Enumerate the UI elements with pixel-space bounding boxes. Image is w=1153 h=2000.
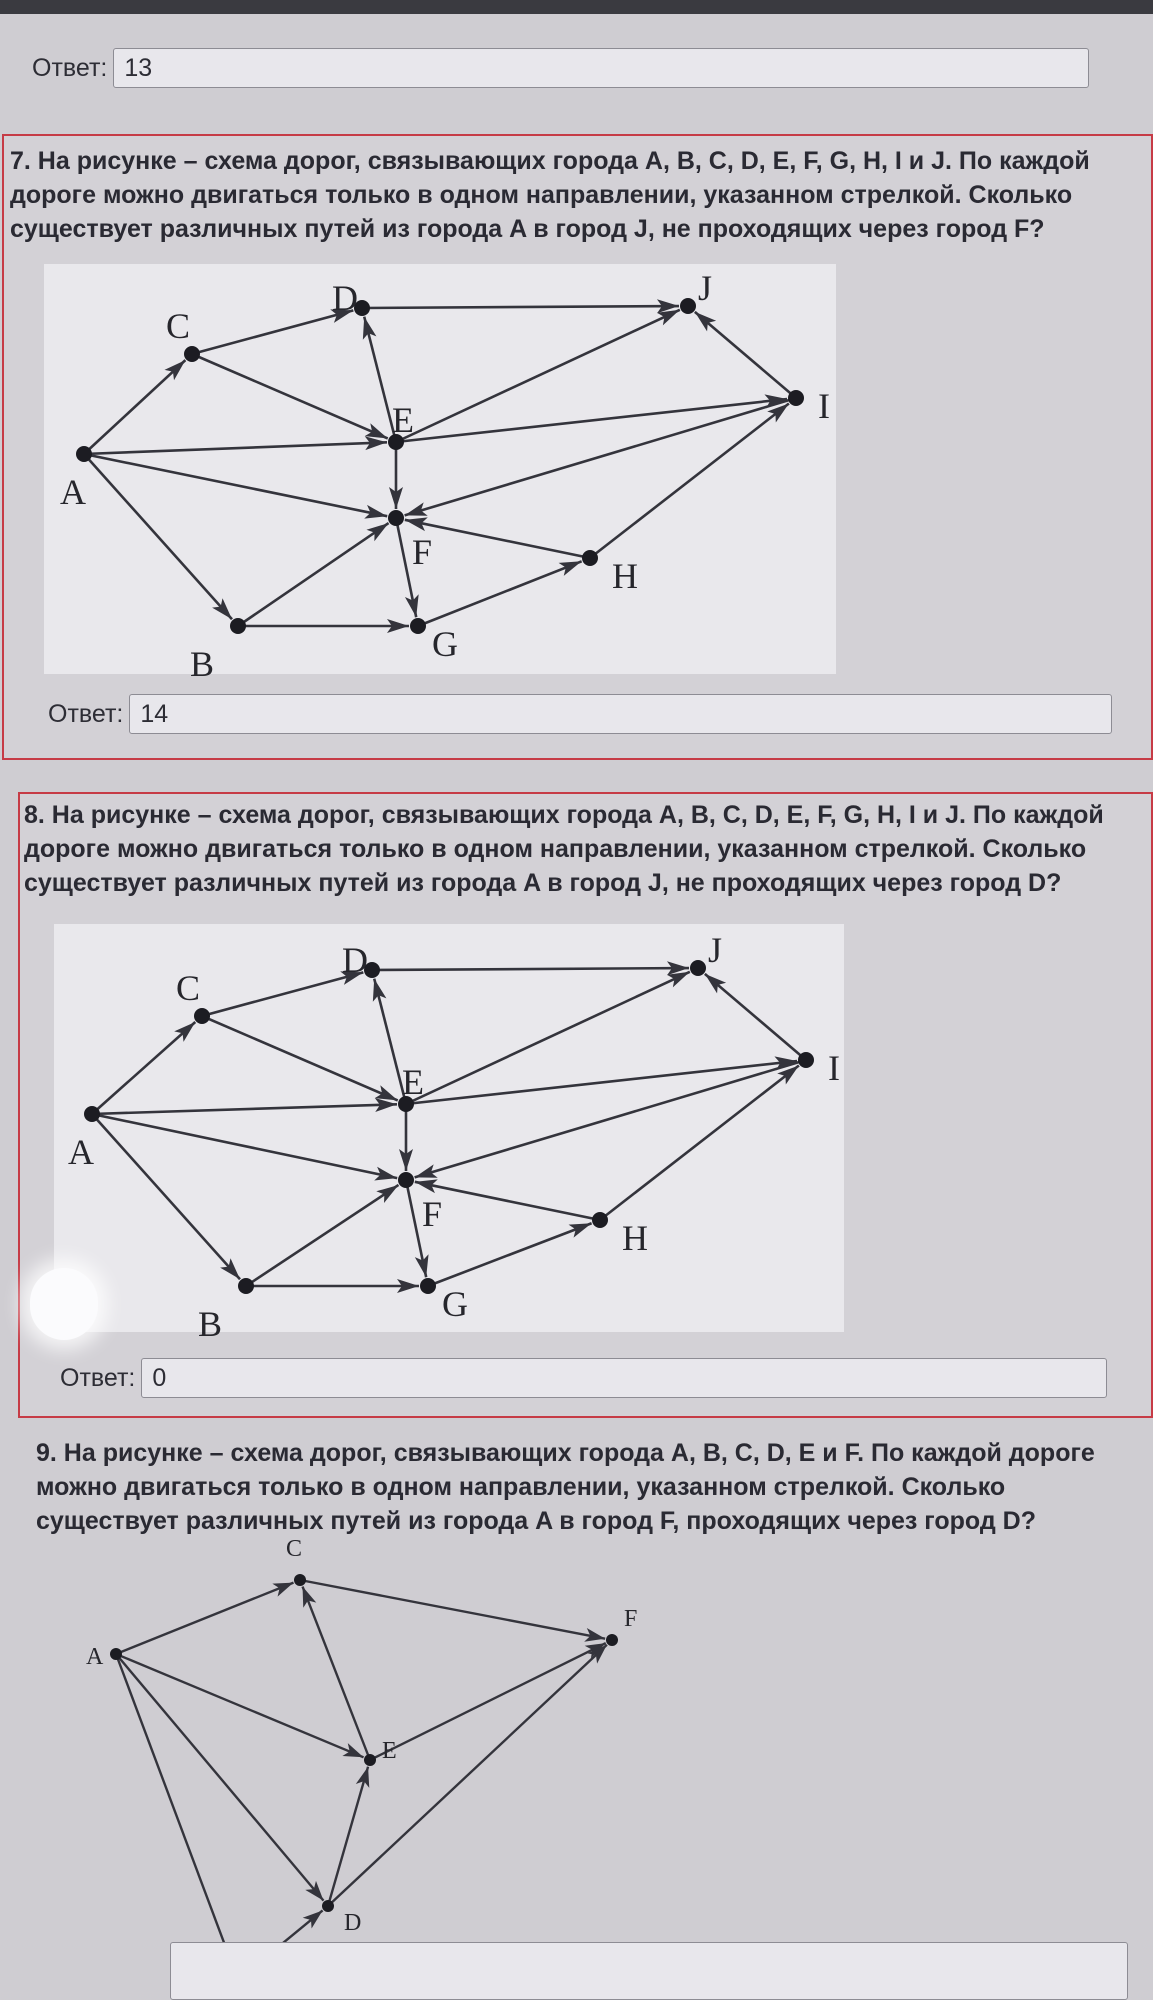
road-C-F <box>300 1580 605 1639</box>
city-I-node <box>798 1052 814 1068</box>
answer-label: Ответ: <box>32 53 108 82</box>
city-J-node <box>680 298 696 314</box>
city-A-label: A <box>68 1132 94 1172</box>
city-B-node <box>238 1278 254 1294</box>
road-D-J <box>372 968 689 970</box>
city-J-label: J <box>698 268 713 308</box>
city-D-label: D <box>342 940 368 980</box>
road-graph-figure <box>68 1536 668 1990</box>
task-9-card <box>28 1434 1148 2000</box>
road-H-I <box>590 404 789 558</box>
city-I-node <box>788 390 804 406</box>
road-A-E <box>84 442 387 454</box>
answer-label: Ответ: <box>48 699 124 728</box>
answer-input[interactable]: 13 <box>113 48 1089 88</box>
city-E-node <box>364 1754 376 1766</box>
city-J-label: J <box>708 930 723 970</box>
road-A-B <box>92 1114 240 1279</box>
road-D-E <box>328 1767 368 1906</box>
city-C-label: C <box>286 1536 303 1562</box>
road-B-F <box>238 523 389 626</box>
city-D-label: D <box>332 278 358 318</box>
road-I-F <box>405 398 796 515</box>
city-F-node <box>606 1634 618 1646</box>
city-D-label: D <box>344 1910 362 1936</box>
city-H-node <box>582 550 598 566</box>
city-F-label: F <box>412 532 433 572</box>
city-A-label: A <box>86 1644 104 1670</box>
road-C-D <box>202 972 363 1016</box>
road-graph <box>68 1536 668 1990</box>
city-B-node <box>230 618 246 634</box>
road-H-I <box>600 1066 799 1220</box>
city-F-label: F <box>422 1194 443 1234</box>
road-G-H <box>418 561 582 626</box>
answer-label: Ответ: <box>60 1363 136 1392</box>
answer-row <box>48 694 1112 734</box>
road-C-E <box>192 354 388 438</box>
city-A-node <box>84 1106 100 1122</box>
city-C-label: C <box>176 968 201 1008</box>
city-H-label: H <box>612 556 638 596</box>
road-E-J <box>396 310 680 442</box>
road-B-F <box>246 1185 398 1286</box>
city-A-node <box>110 1648 122 1660</box>
city-F-node <box>388 510 404 526</box>
road-E-J <box>406 972 690 1104</box>
road-A-C <box>84 360 185 454</box>
question-text: 9. На рисунке – схема дорог, связывающих города A, B, C, D, E и F. По каждой дороге можно двигаться только в одном направлении, указанном стрелкой. Сколько существует различных путей из города A в город F, проходящих через город D? <box>36 1439 1095 1535</box>
city-E-label: E <box>382 1738 397 1764</box>
road-I-J <box>695 312 796 398</box>
city-G-label: G <box>442 1284 468 1324</box>
top-edge <box>0 0 1153 14</box>
answer-row <box>60 1358 1107 1398</box>
road-I-F <box>415 1060 806 1177</box>
road-C-E <box>202 1016 398 1100</box>
answer-input[interactable]: 0 <box>141 1358 1107 1398</box>
city-C-node <box>194 1008 210 1024</box>
road-A-C <box>116 1583 294 1654</box>
city-B-label: B <box>190 644 215 684</box>
arrow-B-F <box>366 523 388 541</box>
arrow-B-F <box>376 1185 398 1203</box>
city-G-node <box>410 618 426 634</box>
city-D-node <box>322 1900 334 1912</box>
city-A-label: A <box>60 472 86 512</box>
city-E-label: E <box>402 1062 424 1102</box>
road-H-F <box>415 1182 600 1220</box>
city-I-label: I <box>828 1048 840 1088</box>
city-H-node <box>592 1212 608 1228</box>
road-E-I <box>396 399 787 442</box>
answer-input[interactable]: 14 <box>129 694 1112 734</box>
task6-answer-row <box>32 48 1089 88</box>
city-B-label: B <box>198 1304 223 1344</box>
city-F-label: F <box>624 1606 638 1632</box>
city-E-label: E <box>392 400 414 440</box>
city-J-node <box>690 960 706 976</box>
road-graph-figure <box>54 924 844 1344</box>
task-8-card <box>18 792 1153 1418</box>
city-A-node <box>76 446 92 462</box>
road-H-F <box>405 520 590 558</box>
answer-input[interactable] <box>170 1942 1128 2000</box>
road-I-J <box>705 974 806 1060</box>
road-graph <box>54 924 844 1344</box>
road-A-C <box>92 1022 195 1114</box>
task-7-card <box>2 134 1153 760</box>
road-A-F <box>84 454 387 516</box>
city-C-label: C <box>166 306 191 346</box>
city-I-label: I <box>818 386 830 426</box>
road-A-F <box>92 1114 397 1178</box>
city-G-node <box>420 1278 436 1294</box>
road-D-F <box>328 1645 607 1906</box>
road-E-I <box>406 1061 797 1104</box>
city-F-node <box>398 1172 414 1188</box>
road-E-F <box>370 1643 606 1760</box>
road-D-J <box>362 306 679 308</box>
road-G-H <box>428 1223 592 1286</box>
road-C-D <box>192 310 353 354</box>
road-A-E <box>116 1654 364 1757</box>
question-text: 8. На рисунке – схема дорог, связывающих города A, B, C, D, E, F, G, H, I и J. По каждой дороге можно двигаться только в одном направлении, указанном стрелкой. Сколько существует различных путей из города A в город J, не проходящих через город D? <box>24 801 1104 897</box>
city-H-label: H <box>622 1218 648 1258</box>
city-C-node <box>294 1574 306 1586</box>
road-A-E <box>92 1104 397 1114</box>
light-glare <box>30 1268 98 1340</box>
city-C-node <box>184 346 200 362</box>
question-text: 7. На рисунке – схема дорог, связывающих города A, B, C, D, E, F, G, H, I и J. По каждой дороге можно двигаться только в одном направлении, указанном стрелкой. Сколько существует различных путей из города A в город J, не проходящих через город F? <box>10 147 1090 243</box>
road-graph <box>44 264 836 684</box>
city-G-label: G <box>432 624 458 664</box>
road-A-D <box>116 1654 323 1901</box>
road-E-C <box>303 1587 370 1760</box>
road-graph-figure <box>44 264 836 684</box>
road-A-B <box>116 1654 236 1973</box>
